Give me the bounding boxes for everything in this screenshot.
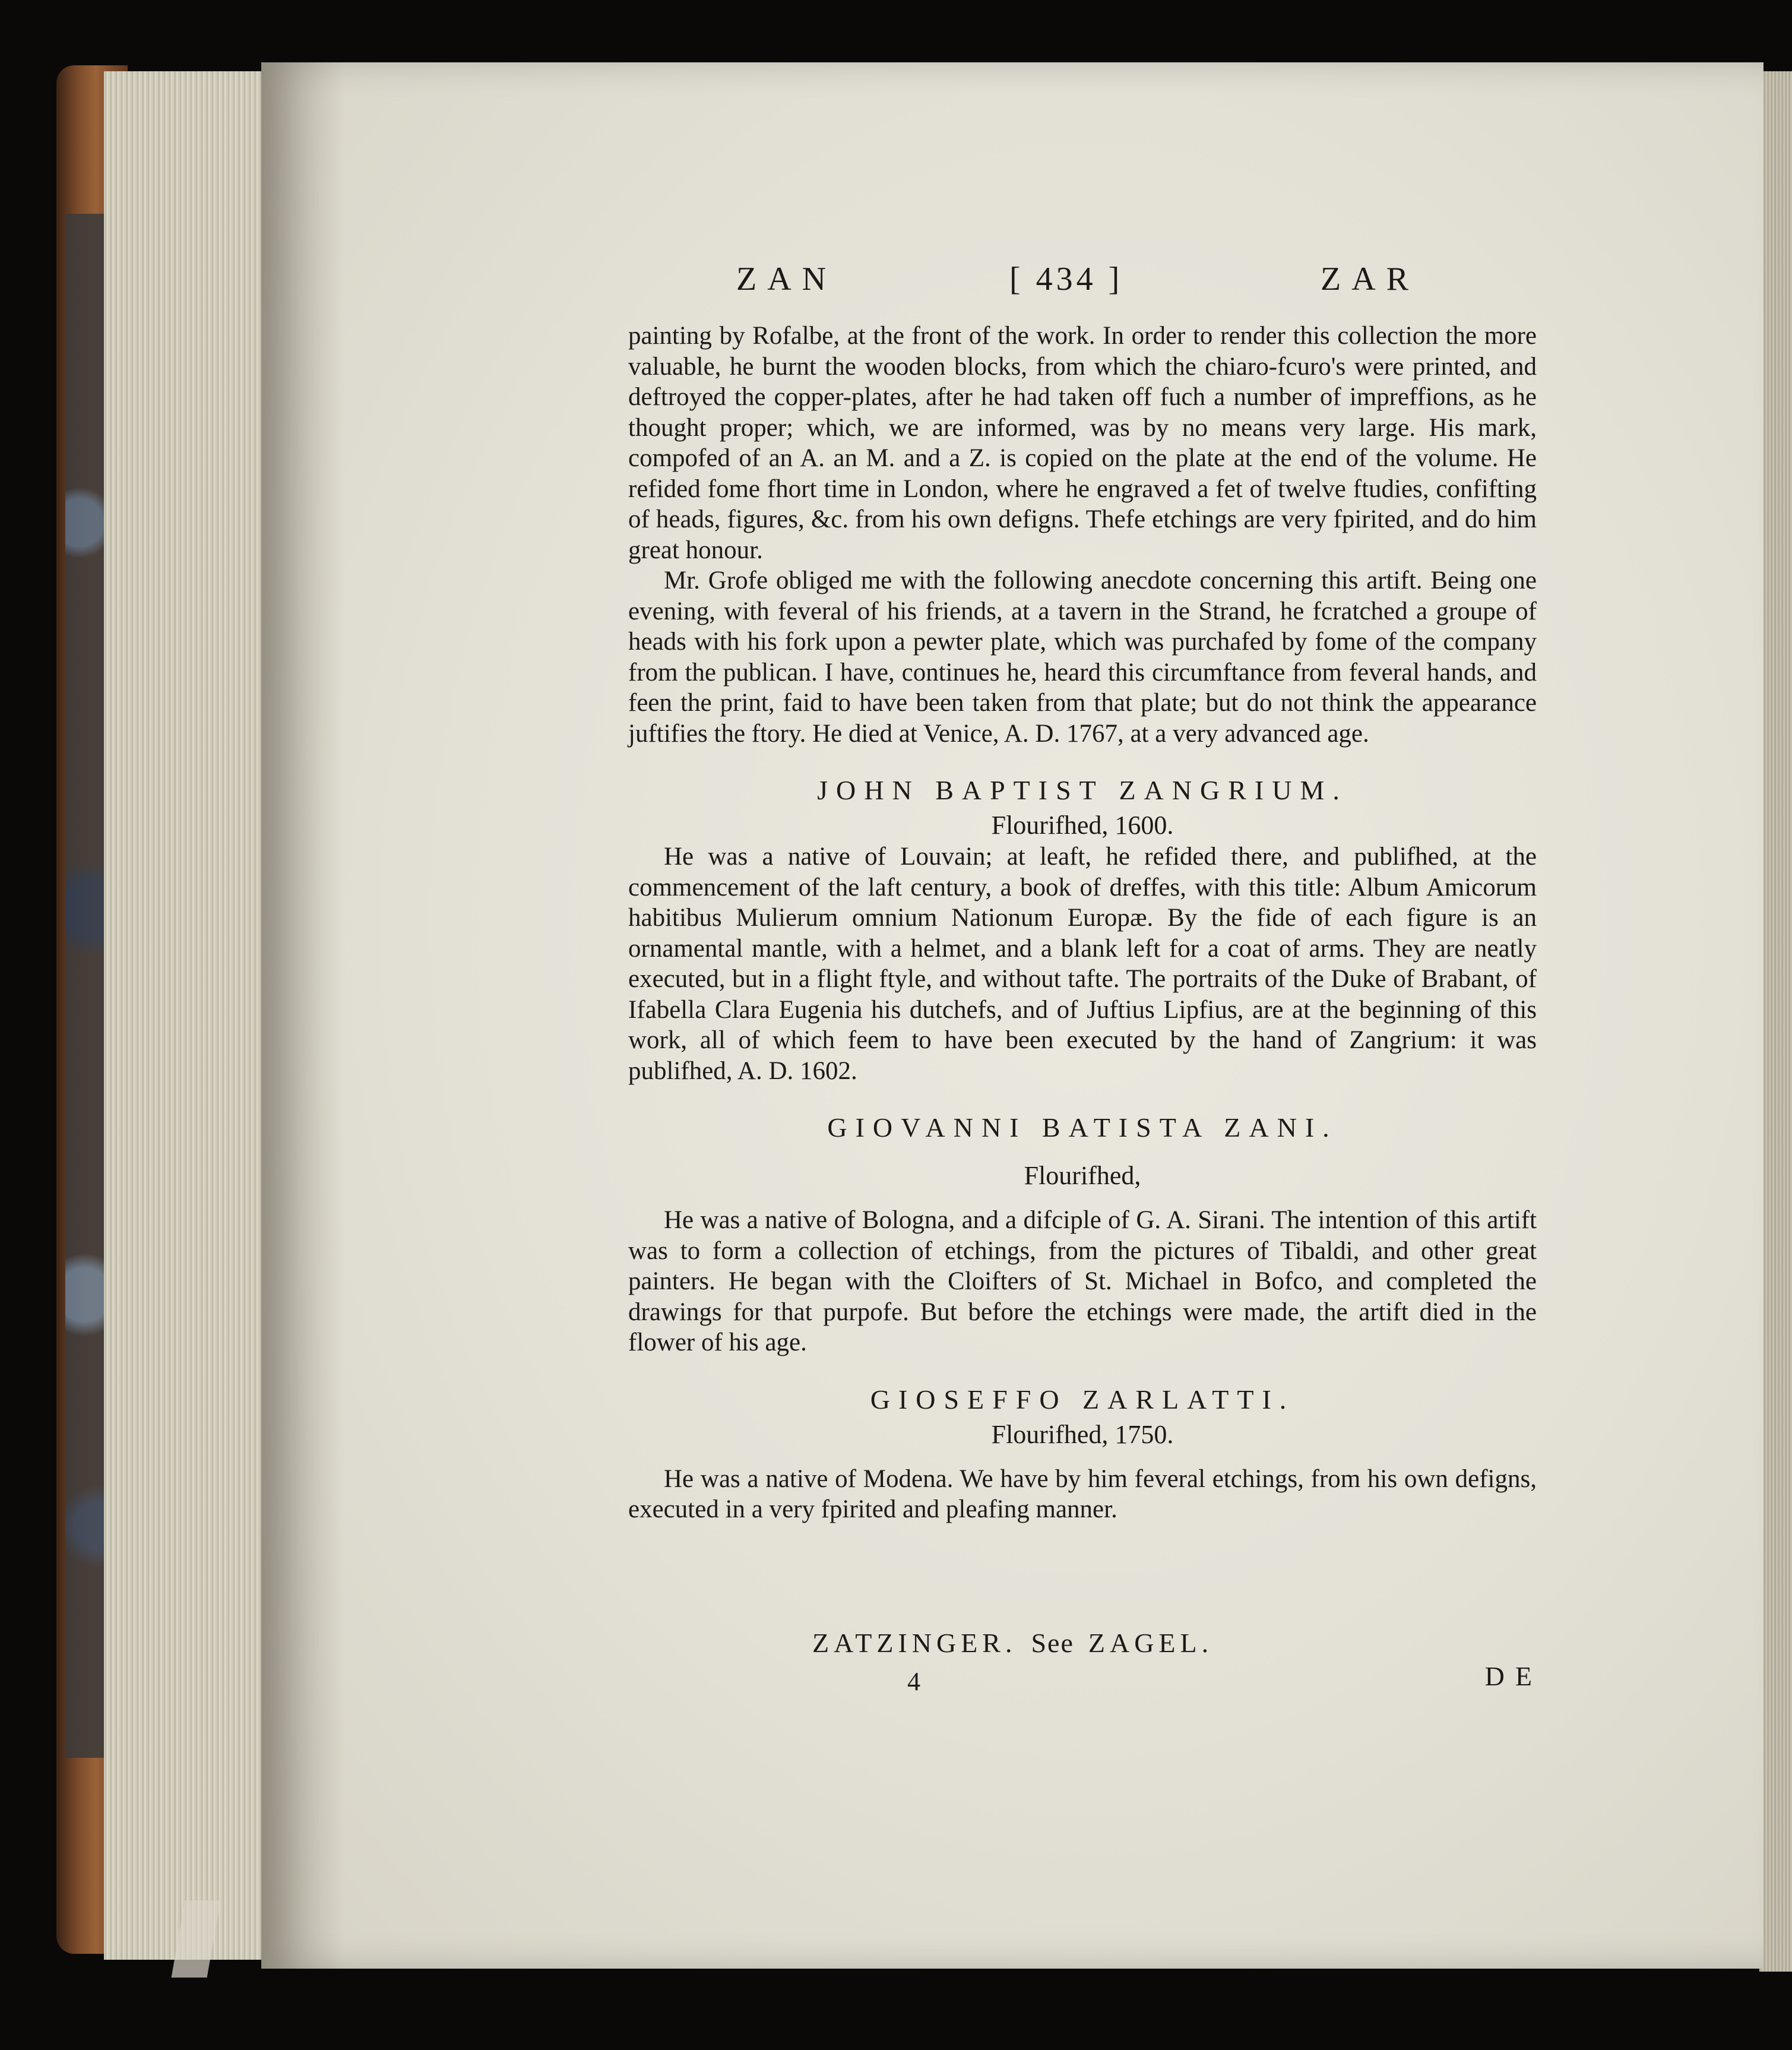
paragraph: painting by Rofalbe, at the front of the work. In order to render this collection the more valuable, he burnt the wooden blocks, from which the chiaro-fcuro's were printed, and deftroyed the copper-plates, after he had taken off fuch a number of impreffions, as he thought proper; which, we are informed, was by no means very large. His mark, compofed of an A. an M. and a Z. is copied on the plate at the end of the volume. He refided fome fhort time in London, where he engraved a fet of twelve ftudies, confifting of heads, figures, &c. from his own defigns. Thefe etchings are very fpirited, and do him great honour. bbox=[628, 322, 1537, 564]
entry-flourished: Flourifhed, bbox=[1024, 1161, 1141, 1190]
entry-flourished: Flourifhed, 1600. bbox=[991, 811, 1174, 840]
see-word: See bbox=[1031, 1628, 1074, 1658]
running-head bbox=[736, 260, 1419, 302]
page-edges bbox=[104, 71, 267, 1960]
entry-heading: GIOVANNI BATISTA ZANI. bbox=[827, 1112, 1338, 1143]
page-text bbox=[628, 321, 1537, 1525]
cross-reference bbox=[812, 1627, 1213, 1659]
signature-mark: 4 bbox=[907, 1667, 920, 1696]
entry-heading: JOHN BAPTIST ZANGRIUM. bbox=[817, 775, 1348, 805]
running-head-left: ZAN bbox=[736, 261, 837, 298]
right-page-edge bbox=[1759, 71, 1792, 1972]
page-number: [ 434 ] bbox=[1009, 261, 1123, 298]
cross-ref-name: ZATZINGER. bbox=[812, 1628, 1017, 1658]
entry-flourished: Flourifhed, 1750. bbox=[991, 1419, 1174, 1449]
entry-text: He was a native of Louvain; at leaft, he refided there, and publifhed, at the commencement of the laft century, a book of dreffes, with this title: Album Amicorum habitibus Mulierum omnium Nationum Europæ. By the fide of each figure is an ornamental mantle, with a helmet, and a blank left for a coat of arms. They are neatly executed, but in a flight ftyle, and without tafte. The portraits of the Duke of Brabant, of Ifabella Clara Eugenia his dutchefs, and of Juftius Lipfius, are at the beginning of this work, all of which feem to have been executed by the hand of Zangrium: it was publifhed, A. D. 1602. bbox=[628, 843, 1537, 1085]
cross-ref-target: ZAGEL. bbox=[1088, 1628, 1214, 1658]
gutter-shadow bbox=[261, 62, 344, 1969]
entry-text: He was a native of Modena. We have by him feveral etchings, from his own defigns, executed in a very fpirited and pleafing manner. bbox=[628, 1464, 1537, 1523]
page-footer bbox=[628, 1627, 1543, 1698]
entry-text: He was a native of Bologna, and a difciple of G. A. Sirani. The intention of this artift was to form a collection of etchings, from the pictures of Tibaldi, and other great painters. He began with the Cloifters of St. Michael in Bofco, and completed the drawings for that purpofe. But before the etchings were made, the artift died in the flower of his age. bbox=[628, 1206, 1537, 1356]
entry-heading: GIOSEFFO ZARLATTI. bbox=[870, 1384, 1295, 1415]
running-head-right: ZAR bbox=[1321, 261, 1419, 298]
catchword: DE bbox=[1484, 1661, 1543, 1691]
paragraph: Mr. Grofe obliged me with the following anecdote concerning this artift. Being one evening, with feveral of his friends, at a tavern in the Strand, he fcratched a groupe of heads with his fork upon a pewter plate, which was purchafed by fome of the company from the publican. I have, continues he, heard this circumftance from feveral hands, and feen the print, faid to have been taken from that plate; but do not think the appearance juftifies the ftory. He died at Venice, A. D. 1767, at a very advanced age. bbox=[628, 567, 1537, 748]
